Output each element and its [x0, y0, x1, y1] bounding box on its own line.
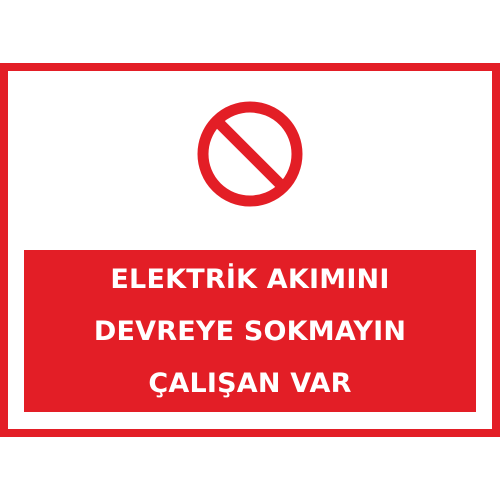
message-line-1: ELEKTRİK AKIMINI [110, 263, 390, 295]
sign-panel [8, 71, 492, 429]
warning-sign [0, 63, 500, 437]
message-line-2: DEVREYE SOKMAYIN [93, 315, 407, 347]
message-banner [24, 250, 476, 412]
message-line-3: ÇALIŞAN VAR [148, 367, 352, 399]
prohibition-icon [195, 99, 305, 209]
